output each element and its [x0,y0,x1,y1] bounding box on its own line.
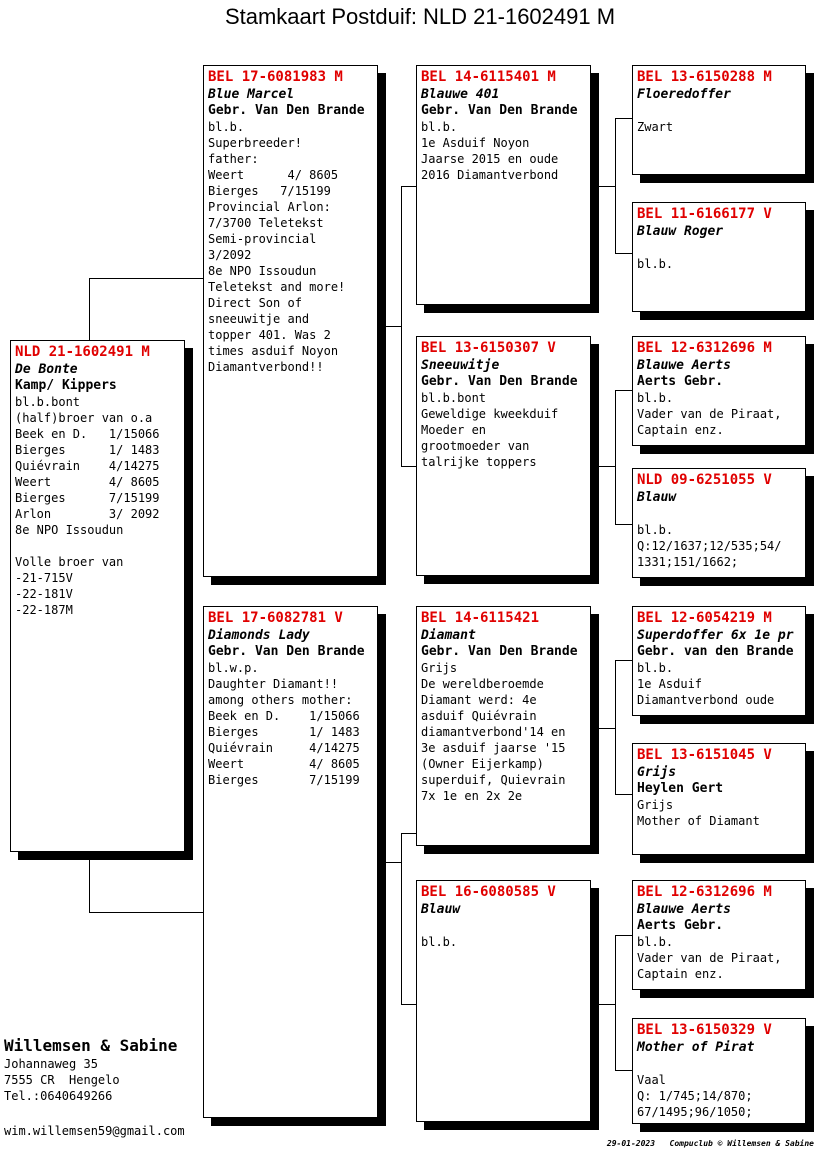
pigeon-name: Blauwe Aerts [637,358,731,373]
connector [615,390,633,391]
pigeon-card-mother[interactable] [203,606,378,1118]
ring-number: BEL 13-6151045 V [637,747,772,763]
info-line: Direct Son of [208,296,302,310]
connector [615,1070,633,1071]
pigeon-card-father[interactable] [203,65,378,577]
spacer [637,1056,801,1072]
pigeon-owner: Gebr. Van Den Brande [421,644,578,659]
connector [401,833,402,1005]
info-line: Vaal [637,1073,666,1087]
info-line: 1e Asduif Noyon [421,136,530,150]
ring-number: BEL 11-6166177 V [637,206,772,222]
ring-number: BEL 12-6312696 M [637,340,772,356]
info-line: (half)broer van o.a [15,411,153,425]
info-line: Diamantverbond!! [208,360,324,374]
info-line: grootmoeder van [421,439,530,453]
connector [598,728,616,729]
pigeon-card-mmm[interactable] [632,1018,806,1124]
pigeon-name: Blauw [637,490,677,505]
info-line: Bierges 7/15199 [208,773,360,787]
pigeon-card-fmm[interactable] [632,468,806,578]
connector [401,466,417,467]
info-line: topper 401. Was 2 [208,328,331,342]
connector [384,862,401,863]
pigeon-name: Blauw Roger [637,224,724,239]
connector [615,390,616,525]
info-line: bl.b. [637,935,674,949]
info-line: Provincial Arlon: [208,200,331,214]
pigeon-name: Blauwe 401 [421,87,500,102]
ring-number: BEL 17-6081983 M [208,69,343,85]
ring-number: BEL 17-6082781 V [208,610,343,626]
connector [401,186,417,187]
info-line: Grijs [421,661,458,675]
breeder-email[interactable]: wim.willemsen59@gmail.com [4,1124,185,1138]
connector [615,935,633,936]
spacer [637,103,801,119]
pigeon-name: Floeredoffer [637,87,731,102]
info-line: Mother of Diamant [637,814,760,828]
info-line: bl.b. [637,257,674,271]
ring-number: BEL 13-6150329 V [637,1022,772,1038]
info-line: 3/2092 [208,248,252,262]
info-line: Diamant werd: 4e [421,693,537,707]
info-line: Volle broer van [15,555,124,569]
ring-number: BEL 12-6054219 M [637,610,772,626]
info-line: -22-181V [15,587,73,601]
connector [615,935,616,1071]
footer-date: 29-01-2023 [606,1139,656,1148]
info-line: Captain enz. [637,967,724,981]
spacer [421,918,586,934]
connector [598,466,616,467]
info-line: among others mother: [208,693,353,707]
info-line: Geweldige kweekduif [421,407,559,421]
breeder-name: Willemsen & Sabine [4,1036,178,1055]
pigeon-card-father-mother[interactable] [416,336,591,576]
pigeon-card-mother-mother[interactable] [416,880,591,1122]
connector [615,253,633,254]
ring-number: NLD 21-1602491 M [15,344,150,360]
connector [598,186,616,187]
connector [598,1004,616,1005]
pigeon-owner: Gebr. Van Den Brande [208,644,365,659]
connector [615,118,616,254]
info-line: Quiévrain 4/14275 [15,459,160,473]
info-line: Bierges 1/ 1483 [208,725,360,739]
connector [615,524,633,525]
info-line: Zwart [637,120,674,134]
pigeon-card-fff[interactable] [632,65,806,175]
pigeon-owner: Gebr. Van Den Brande [208,103,365,118]
breeder-street: Johannaweg 35 [4,1057,98,1071]
pigeon-card-mmf[interactable] [632,880,806,990]
pigeon-name: Sneeuwitje [421,358,500,373]
ring-number: BEL 12-6312696 M [637,884,772,900]
info-line: Superbreeder! [208,136,302,150]
info-line: Bierges 7/15199 [208,184,331,198]
pigeon-owner: Kamp/ Kippers [15,378,117,393]
info-line: Daughter Diamant!! [208,677,339,691]
connector [615,660,633,661]
info-line: sneeuwitje and [208,312,310,326]
pigeon-card-father-father[interactable] [416,65,591,305]
info-line: diamantverbond'14 en [421,725,566,739]
info-line: times asduif Noyon [208,344,339,358]
info-line: bl.b. [637,523,674,537]
pigeon-name: Mother of Pirat [637,1040,755,1055]
connector [384,326,401,327]
info-line: 2016 Diamantverbond [421,168,559,182]
info-line: Beek en D. 1/15066 [15,427,160,441]
info-line: asduif Quiévrain [421,709,537,723]
info-line: (Owner Eijerkamp) [421,757,544,771]
breeder-info [4,1036,177,1104]
pigeon-owner: Aerts Gebr. [637,918,724,933]
ring-number: BEL 13-6150288 M [637,69,772,85]
footer-credit-text: Compuclub © Willemsen & Sabine [669,1139,814,1148]
info-line: Moeder en [421,423,487,437]
pigeon-card-mother-father[interactable] [416,606,591,846]
pigeon-owner: Gebr. Van Den Brande [421,374,578,389]
info-line: Grijs [637,798,674,812]
spacer [15,538,180,554]
info-line: Quiévrain 4/14275 [208,741,360,755]
info-line: father: [208,152,259,166]
pigeon-name: Blauwe Aerts [637,902,731,917]
info-line: 8e NPO Issoudun [208,264,317,278]
info-line: Weert 4/ 8605 [15,475,160,489]
info-line: bl.b. [421,120,458,134]
pigeon-name: Grijs [637,765,677,780]
spacer [637,240,801,256]
connector [401,186,402,467]
info-line: superduif, Quievrain [421,773,566,787]
pigeon-owner: Gebr. van den Brande [637,644,794,659]
connector [401,1004,417,1005]
ring-number: NLD 09-6251055 V [637,472,772,488]
info-line: Q:12/1637;12/535;54/ [637,539,782,553]
connector [615,660,616,795]
pigeon-card-mfm[interactable] [632,743,806,855]
info-line: 67/1495;96/1050; [637,1105,753,1119]
info-line: Weert 4/ 8605 [208,168,339,182]
info-line: Semi-provincial [208,232,317,246]
connector [89,278,204,279]
connector [89,278,90,340]
info-line: 7/3700 Teletekst [208,216,324,230]
info-line: talrijke toppers [421,455,537,469]
pigeon-name: Diamonds Lady [208,628,310,643]
pigeon-card-ffm[interactable] [632,202,806,312]
info-line: -22-187M [15,603,73,617]
breeder-city: 7555 CR Hengelo [4,1073,120,1087]
info-line: bl.b. [637,391,674,405]
ring-number: BEL 14-6115421 [421,610,540,626]
info-line: Vader van de Piraat, [637,407,782,421]
info-line: bl.w.p. [208,661,259,675]
pigeon-owner: Aerts Gebr. [637,374,724,389]
info-line: Arlon 3/ 2092 [15,507,160,521]
breeder-phone: Tel.:0640649266 [4,1089,113,1103]
info-line: bl.b. [421,935,458,949]
spacer [637,506,801,522]
pigeon-card-mff[interactable] [632,606,806,716]
page-title: Stamkaart Postduif: NLD 21-1602491 M [224,4,616,29]
info-line: -21-715V [15,571,73,585]
info-line: Bierges 1/ 1483 [15,443,160,457]
connector [89,912,204,913]
info-line: 8e NPO Issoudun [15,523,124,537]
pigeon-name: Blue Marcel [208,87,295,102]
connector [615,118,633,119]
ring-number: BEL 14-6115401 M [421,69,556,85]
info-line: 1e Asduif [637,677,703,691]
info-line: Weert 4/ 8605 [208,757,360,771]
pigeon-owner: Heylen Gert [637,781,724,796]
info-line: Captain enz. [637,423,724,437]
pigeon-owner: Gebr. Van Den Brande [421,103,578,118]
info-line: Bierges 7/15199 [15,491,160,505]
info-line: bl.b. [637,661,674,675]
info-line: 7x 1e en 2x 2e [421,789,523,803]
connector [401,833,417,834]
pigeon-name: Diamant [421,628,476,643]
info-line: Beek en D. 1/15066 [208,709,360,723]
info-line: 1331;151/1662; [637,555,739,569]
info-line: Q: 1/745;14/870; [637,1089,753,1103]
info-line: bl.b.bont [421,391,487,405]
ring-number: BEL 13-6150307 V [421,340,556,356]
info-line: bl.b.bont [15,395,81,409]
info-line: bl.b. [208,120,245,134]
footer-credit [607,1139,814,1148]
connector [615,794,633,795]
info-line: De wereldberoemde [421,677,544,691]
info-line: Teletekst and more! [208,280,346,294]
info-line: 3e asduif jaarse '15 [421,741,566,755]
pigeon-name: Superdoffer 6x 1e pr [637,628,794,643]
info-line: Jaarse 2015 en oude [421,152,559,166]
connector [89,852,90,912]
pigeon-card-subject[interactable] [10,340,185,852]
pigeon-card-fmf[interactable] [632,336,806,446]
pigeon-name: De Bonte [15,362,78,377]
ring-number: BEL 16-6080585 V [421,884,556,900]
pigeon-name: Blauw [421,902,461,917]
info-line: Vader van de Piraat, [637,951,782,965]
info-line: Diamantverbond oude [637,693,775,707]
